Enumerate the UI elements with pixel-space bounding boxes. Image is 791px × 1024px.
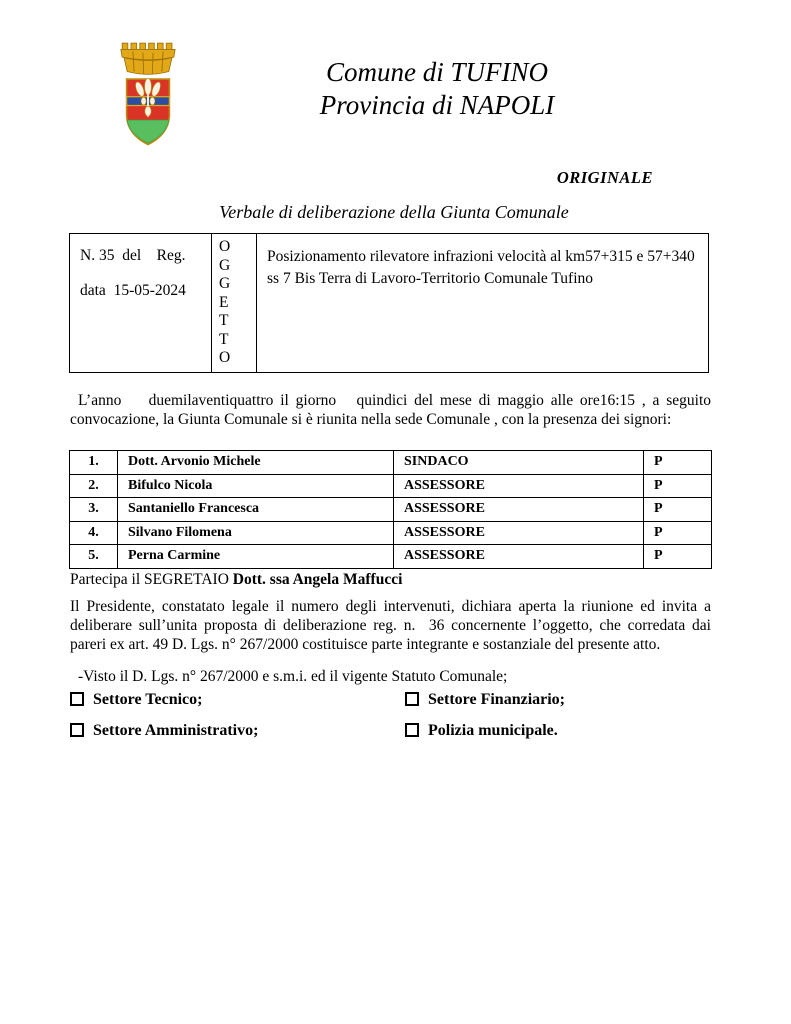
checkbox-icon [405, 692, 419, 706]
checkbox-icon [70, 692, 84, 706]
table-row [70, 498, 712, 522]
attendance-table [69, 450, 712, 569]
sector-label: Polizia municipale. [428, 722, 558, 739]
province-title: Provincia di NAPOLI [319, 90, 555, 120]
document-subtitle: Verbale di deliberazione della Giunta Comunale [219, 202, 569, 222]
member-name: Dott. Arvonio Michele [118, 451, 394, 475]
register-table [69, 233, 709, 373]
member-name: Perna Carmine [118, 545, 394, 569]
oggetto-letter: E [219, 293, 229, 311]
presence-status: P [644, 498, 712, 522]
oggetto-letter: T [219, 312, 229, 329]
municipality-title: Comune di TUFINO [326, 57, 548, 87]
sector-item [70, 691, 405, 709]
member-number: 3. [70, 498, 118, 522]
presence-status: P [644, 545, 712, 569]
member-number: 2. [70, 474, 118, 498]
sector-checklist [70, 691, 715, 740]
sector-label: Settore Amministrativo; [93, 722, 259, 739]
member-name: Silvano Filomena [118, 521, 394, 545]
sector-item [70, 722, 405, 740]
subject-text: Posizionamento rilevatore infrazioni velocità al km57+315 e 57+340 ss 7 Bis Terra di Lavoro-Territorio Comunale Tufino [267, 248, 695, 287]
president-paragraph: Il Presidente, constatato legale il numero degli intervenuti, dichiara aperta la riunione ed invita a deliberare sull’unita proposta di deliberazione reg. n. 36 concernente l’oggetto, che corredata dai pareri ex art. 49 D. Lgs. n° 267/2000 costituisce parte integrante e sostanziale del presente atto. [70, 598, 715, 653]
register-date: data 15-05-2024 [80, 282, 186, 299]
sector-item [405, 722, 715, 740]
presence-status: P [644, 521, 712, 545]
member-role: ASSESSORE [394, 545, 644, 569]
member-number: 5. [70, 545, 118, 569]
register-cell [70, 234, 212, 372]
table-row [70, 545, 712, 569]
member-role: ASSESSORE [394, 521, 644, 545]
oggetto-label [212, 234, 257, 372]
member-role: ASSESSORE [394, 498, 644, 522]
member-number: 4. [70, 521, 118, 545]
sector-label: Settore Tecnico; [93, 691, 203, 708]
visto-line: -Visto il D. Lgs. n° 267/2000 e s.m.i. ed il vigente Statuto Comunale; [78, 668, 508, 685]
oggetto-letter: O [219, 238, 231, 255]
member-name: Bifulco Nicola [118, 474, 394, 498]
table-row [70, 451, 712, 475]
table-row [70, 474, 712, 498]
header-title-block [137, 56, 737, 122]
copy-type-label: ORIGINALE [556, 168, 653, 187]
presence-status: P [644, 451, 712, 475]
sector-item [405, 691, 715, 709]
member-number: 1. [70, 451, 118, 475]
sector-label: Settore Finanziario; [428, 691, 566, 708]
register-number: N. 35 del Reg. [80, 247, 186, 264]
intro-paragraph: L’anno duemilaventiquattro il giorno quindici del mese di maggio alle ore16:15 , a seguito convocazione, la Giunta Comunale si è riunita nella sede Comunale , con la presenza dei signori: [70, 392, 715, 428]
table-row [70, 521, 712, 545]
oggetto-letter: G [219, 275, 231, 292]
member-name: Santaniello Francesca [118, 498, 394, 522]
checkbox-icon [70, 723, 84, 737]
oggetto-letter: O [219, 349, 231, 366]
secretary-name: Dott. ssa Angela Maffucci [232, 571, 403, 588]
oggetto-letter: T [219, 330, 229, 348]
secretary-line [70, 571, 402, 589]
secretary-prefix: Partecipa il SEGRETAIO [70, 571, 233, 588]
member-role: SINDACO [394, 451, 644, 475]
presence-status: P [644, 474, 712, 498]
checkbox-icon [405, 723, 419, 737]
member-role: ASSESSORE [394, 474, 644, 498]
oggetto-letter: G [219, 256, 231, 274]
